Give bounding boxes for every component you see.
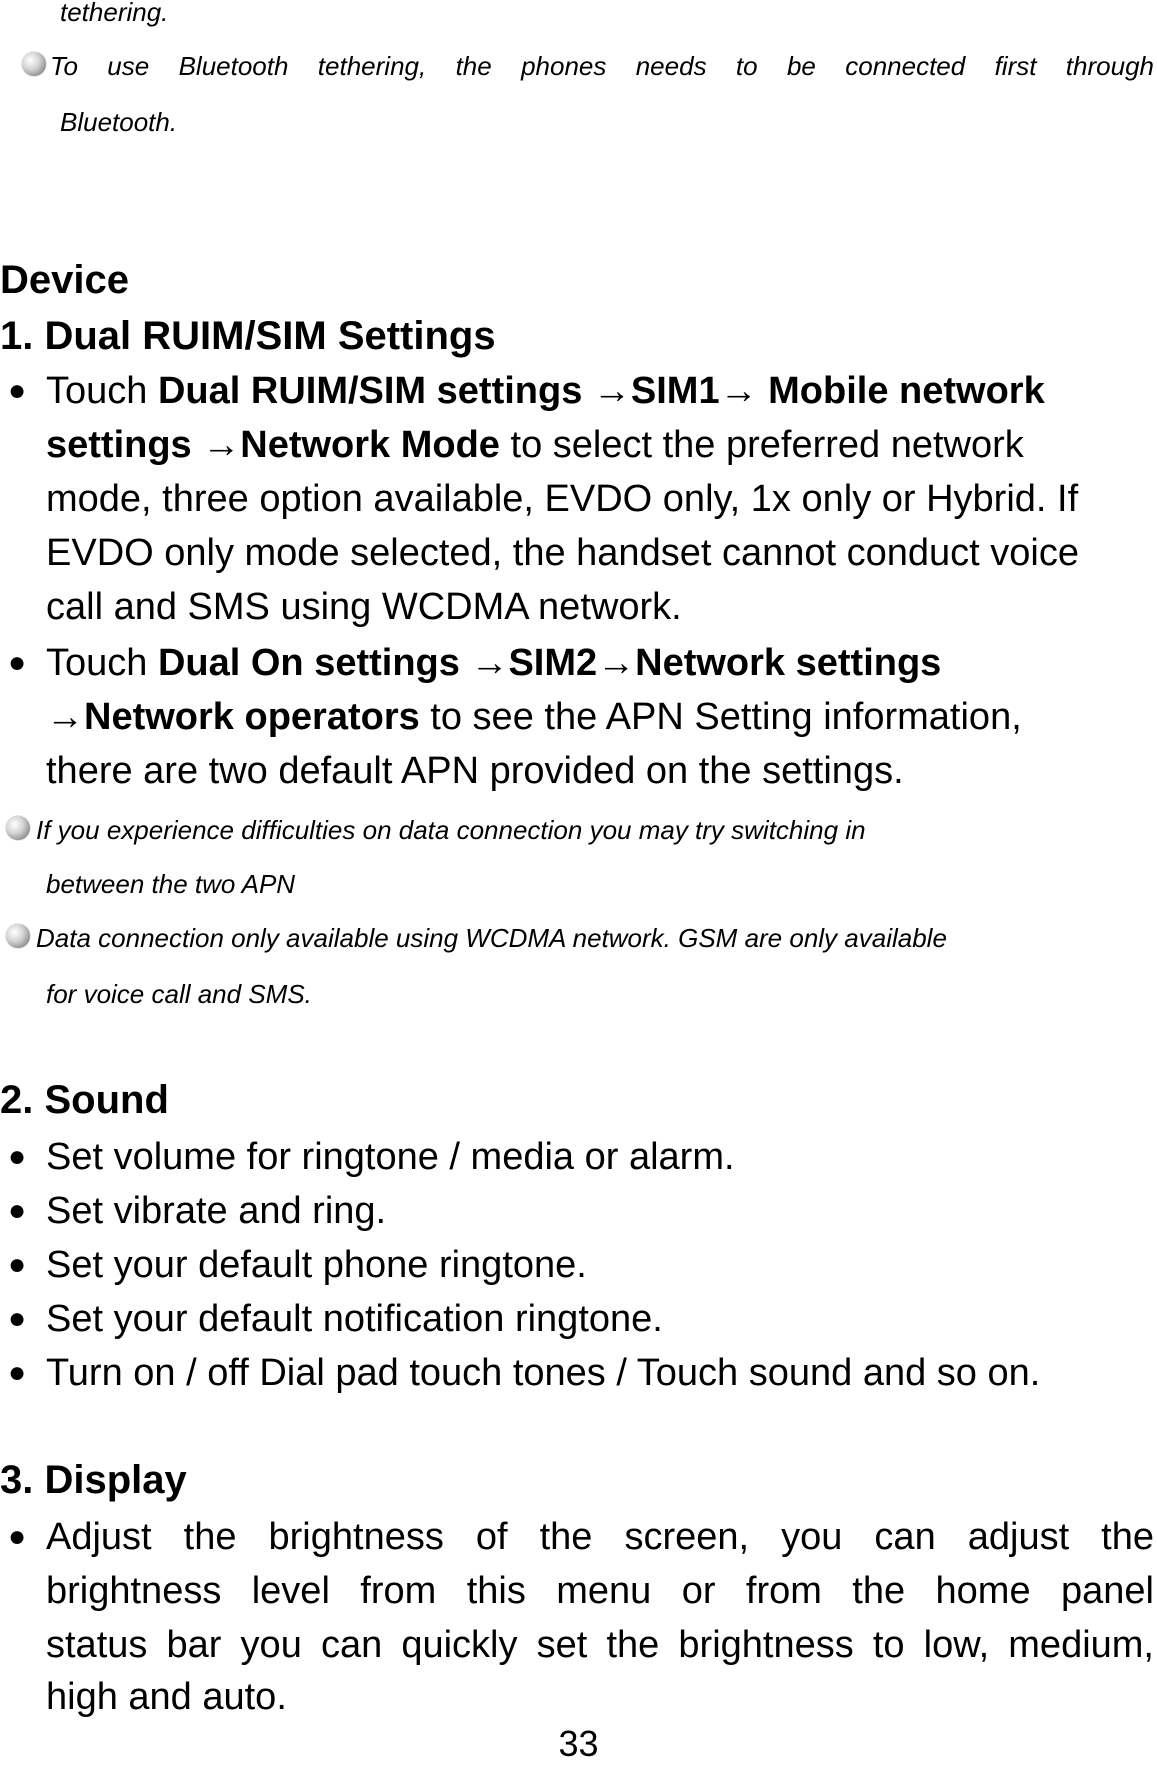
- list-item-line: EVDO only mode selected, the handset cannot conduct voice: [46, 532, 1079, 574]
- list-item-line: [46, 695, 1022, 739]
- note-text: Data connection only available using WCDMA network. GSM are only available: [36, 923, 947, 953]
- bullet-icon: ●: [8, 1520, 27, 1553]
- note-text: If you experience difficulties on data connection you may try switching in: [36, 815, 866, 845]
- list-item-text: Touch: [46, 370, 158, 412]
- page-number: 33: [558, 1723, 599, 1764]
- subsection-title: 3. Display: [0, 1458, 187, 1502]
- note-text: Bluetooth.: [60, 107, 178, 137]
- subsection-title: 2. Sound: [0, 1078, 169, 1122]
- list-item: Turn on / off Dial pad touch tones / Touch sound and so on.: [46, 1352, 1041, 1394]
- bullet-icon: ●: [8, 1302, 27, 1335]
- list-item-text: to see the APN Setting information,: [419, 696, 1022, 738]
- menu-path-text: Dual RUIM/SIM settings →SIM1→ Mobile network: [157, 370, 1045, 412]
- note-icon: [6, 816, 30, 840]
- menu-path-text: Dual On settings →SIM2→Network settings: [157, 642, 942, 684]
- menu-path-text: settings →Network Mode: [46, 424, 500, 466]
- list-item-text: Touch: [46, 642, 158, 684]
- list-item-line: Adjust the brightness of the screen, you can adjust the: [46, 1516, 1154, 1558]
- bullet-icon: ●: [8, 1356, 27, 1389]
- list-item: Set volume for ringtone / media or alarm.: [46, 1136, 735, 1178]
- note-text: tethering.: [60, 0, 169, 27]
- list-item-line: there are two default APN provided on the settings.: [46, 750, 904, 792]
- bullet-icon: ●: [8, 1140, 27, 1173]
- bullet-icon: ●: [8, 1248, 27, 1281]
- menu-path-text: →Network operators: [46, 696, 420, 738]
- note-text: To use Bluetooth tethering, the phones needs to be connected first through: [50, 51, 1154, 81]
- note-icon: [6, 924, 30, 948]
- list-item-line: [46, 423, 1024, 467]
- list-item: Set your default notification ringtone.: [46, 1298, 663, 1340]
- bullet-icon: ●: [8, 646, 27, 679]
- list-item: Set your default phone ringtone.: [46, 1244, 587, 1286]
- list-item-line: status bar you can quickly set the brightness to low, medium,: [46, 1624, 1154, 1666]
- list-item-line: call and SMS using WCDMA network.: [46, 586, 682, 628]
- list-item: Set vibrate and ring.: [46, 1190, 387, 1232]
- list-item-line: brightness level from this menu or from the home panel: [46, 1570, 1154, 1612]
- section-title: Device: [0, 258, 129, 302]
- note-text: for voice call and SMS.: [46, 979, 312, 1009]
- subsection-title: 1. Dual RUIM/SIM Settings: [0, 314, 496, 358]
- list-item-line: [46, 369, 1045, 413]
- list-item-line: high and auto.: [46, 1676, 287, 1718]
- bullet-icon: ●: [8, 374, 27, 407]
- list-item-text: to select the preferred network: [499, 424, 1024, 466]
- note-icon: [22, 52, 46, 76]
- list-item-line: mode, three option available, EVDO only, 1x only or Hybrid. If: [46, 478, 1079, 520]
- bullet-icon: ●: [8, 1194, 27, 1227]
- note-text: between the two APN: [46, 869, 296, 899]
- list-item-line: [46, 641, 941, 685]
